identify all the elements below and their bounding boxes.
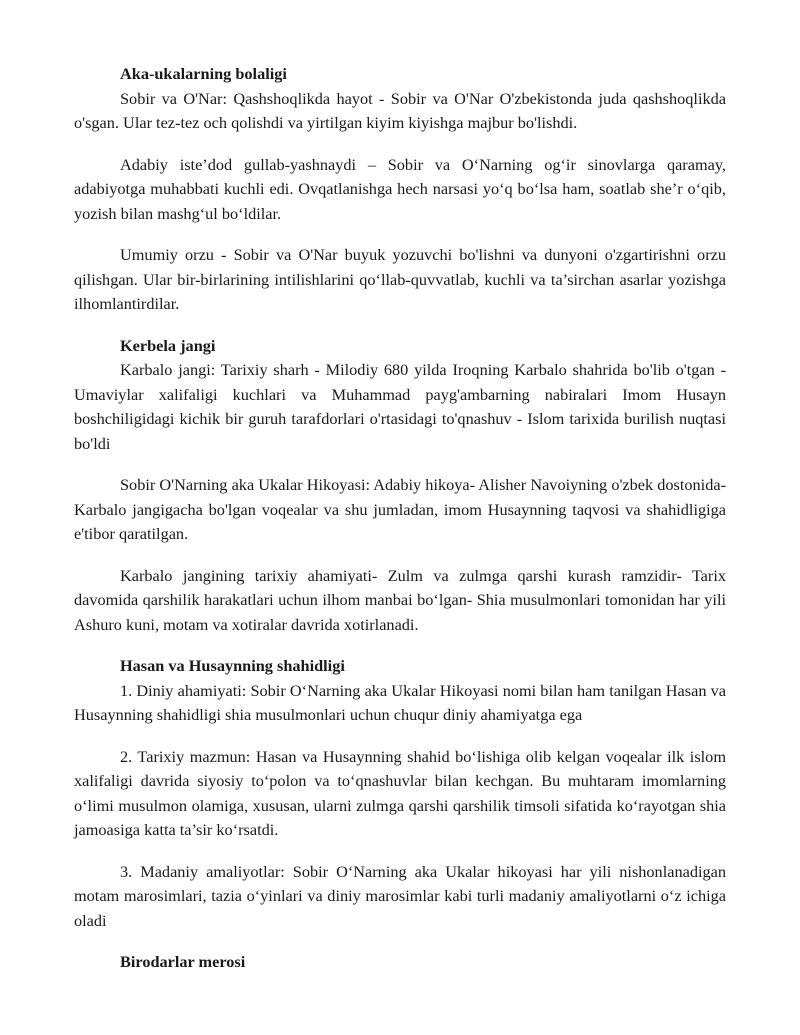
paragraph: Sobir O'Narning aka Ukalar Hikoyasi: Adabiy hikoya- Alisher Navoiyning o'zbek dostonida- Karbalo jangigacha bo'lgan voqealar va shu jumladan, imom Husaynning taqvosi va shahidligiga e'tibor qaratilgan.	[74, 475, 726, 543]
paragraph: 2. Tarixiy mazmun: Hasan va Husaynning shahid bo‘lishiga olib kelgan voqealar ilk islom xalifaligi davrida siyosiy to‘polon va to‘qnashuvlar bilan kechgan. Bu muhtaram imomlarning o‘limi musulmon olamiga, xususan, ularni zulmga qarshi qarshilik timsoli sifatida ko‘rayotgan shia jamoasiga katta ta’sir ko‘rsatdi.	[74, 746, 726, 839]
paragraph: Sobir va O'Nar: Qashshoqlikda hayot - Sobir va O'Nar O'zbekistonda juda qashshoqlikda o'sgan. Ular tez-tez och qolishdi va yirtilgan kiyim kiyishga majbur bo'lishdi.	[74, 88, 726, 132]
section-heading: Aka-ukalarning bolaligi	[120, 64, 287, 83]
section-heading: Hasan va Husaynning shahidligi	[120, 656, 345, 675]
paragraph: Karbalo jangining tarixiy ahamiyati- Zulm va zulmga qarshi kurash ramzidir- Tarix davomida qarshilik harakatlari uchun ilhom manbai bo‘lgan- Shia musulmonlari tomonidan har yili Ashuro kuni, motam va xotiralar davrida xotirlanadi.	[74, 565, 726, 634]
section-heading: Birodarlar merosi	[120, 952, 246, 971]
paragraph: Adabiy iste’dod gullab-yashnaydi – Sobir va O‘Narning og‘ir sinovlarga qaramay, adabiyotga muhabbati kuchli edi. Ovqatlanishga hech narsasi yo‘q bo‘lsa ham, soatlab she’r o‘qib, yozish bilan mashg‘ul bo‘ldilar.	[74, 154, 726, 223]
section-heading: Kerbela jangi	[120, 335, 216, 355]
paragraph: 3. Madaniy amaliyotlar: Sobir O‘Narning aka Ukalar hikoyasi har yili nishonlanadigan motam marosimlari, tazia o‘yinlari va diniy marosimlar kabi turli madaniy amaliyotlarni o‘z ichiga oladi	[74, 861, 726, 930]
document-page	[74, 62, 726, 975]
paragraph: Umumiy orzu - Sobir va O'Nar buyuk yozuvchi bo'lishni va dunyoni o'zgartirishni orzu qilishgan. Ular bir-birlarining intilishlarini qo‘llab-quvvatlab, kuchli va ta’sirchan asarlar yozishga ilhomlantirdilar.	[74, 245, 726, 313]
paragraph: Karbalo jangi: Tarixiy sharh - Milodiy 680 yilda Iroqning Karbalo shahrida bo'lib o'tgan - Umaviylar xalifaligi kuchlari va Muhammad payg'ambarning nabiralari Imom Husayn boshchiligidagi kichik bir guruh tarafdorlari o'rtasidagi to'qnashuv - Islom tarixida burilish nuqtasi bo'ldi	[74, 360, 726, 453]
paragraph: 1. Diniy ahamiyati: Sobir O‘Narning aka Ukalar Hikoyasi nomi bilan ham tanilgan Hasan va Husaynning shahidligi shia musulmonlari uchun chuqur diniy ahamiyatga ega	[74, 680, 726, 724]
